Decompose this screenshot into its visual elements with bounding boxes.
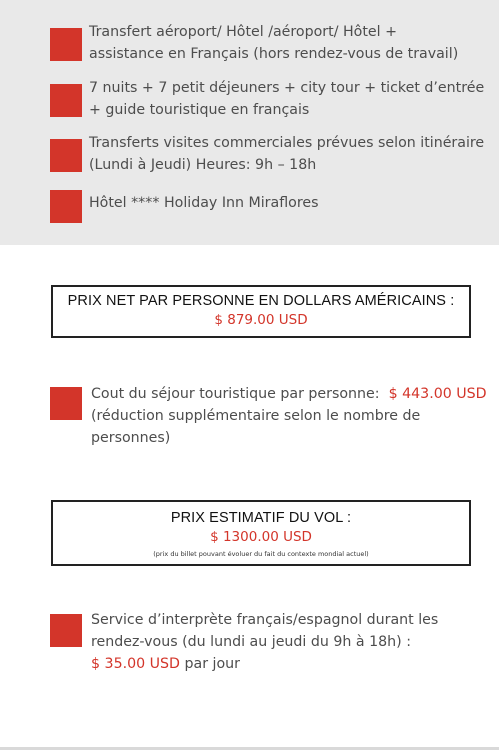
bullet-square-icon xyxy=(50,614,82,647)
inclusion-line: (Lundi à Jeudi) Heures: 9h – 18h xyxy=(89,157,317,173)
flight-price-box xyxy=(51,500,471,566)
flight-price-heading: PRIX ESTIMATIF DU VOL : xyxy=(170,510,352,526)
inclusion-line: Transfert aéroport/ Hôtel /aéroport/ Hôtel + xyxy=(89,24,397,40)
inclusion-line: Transferts visites commerciales prévues selon itinéraire xyxy=(89,135,485,151)
net-price-box xyxy=(51,285,471,338)
inclusion-item-transfer xyxy=(89,21,458,65)
inclusion-item-nights xyxy=(89,77,484,121)
bullet-square-icon xyxy=(50,84,82,117)
stay-cost-line: (réduction supplémentaire selon le nombre de xyxy=(91,408,421,424)
bullet-square-icon xyxy=(50,190,82,223)
inclusion-item-business-transfers xyxy=(89,132,484,176)
bullet-square-icon xyxy=(50,139,82,172)
inclusion-line: assistance en Français (hors rendez-vous de travail) xyxy=(89,46,459,62)
net-price-heading: PRIX NET PAR PERSONNE EN DOLLARS AMÉRICAINS : xyxy=(67,293,455,309)
interpreter-line: rendez-vous (du lundi au jeudi du 9h à 18h) : xyxy=(91,634,411,650)
net-price-value: $ 879.00 USD xyxy=(214,312,308,328)
bullet-square-icon xyxy=(50,28,82,61)
inclusion-item-hotel xyxy=(89,192,318,214)
stay-cost-label: Cout du séjour touristique par personne: xyxy=(91,386,380,402)
interpreter-item xyxy=(91,609,438,675)
inclusion-line: + guide touristique en français xyxy=(89,102,310,118)
stay-cost-price: $ 443.00 USD xyxy=(388,386,487,402)
inclusion-line: Hôtel **** Holiday Inn Miraflores xyxy=(89,195,319,211)
flight-price-note: (prix du billet pouvant évoluer du fait du contexte mondial actuel) xyxy=(153,550,369,558)
interpreter-price: $ 35.00 USD xyxy=(91,656,180,672)
flight-price-value: $ 1300.00 USD xyxy=(210,529,312,545)
stay-cost-line: personnes) xyxy=(91,430,171,446)
interpreter-suffix: par jour xyxy=(184,656,240,672)
inclusion-line: 7 nuits + 7 petit déjeuners + city tour + ticket d’entrée xyxy=(89,80,485,96)
interpreter-line: Service d’interprète français/espagnol durant les xyxy=(91,612,439,628)
stay-cost-item xyxy=(91,383,487,449)
bullet-square-icon xyxy=(50,387,82,420)
